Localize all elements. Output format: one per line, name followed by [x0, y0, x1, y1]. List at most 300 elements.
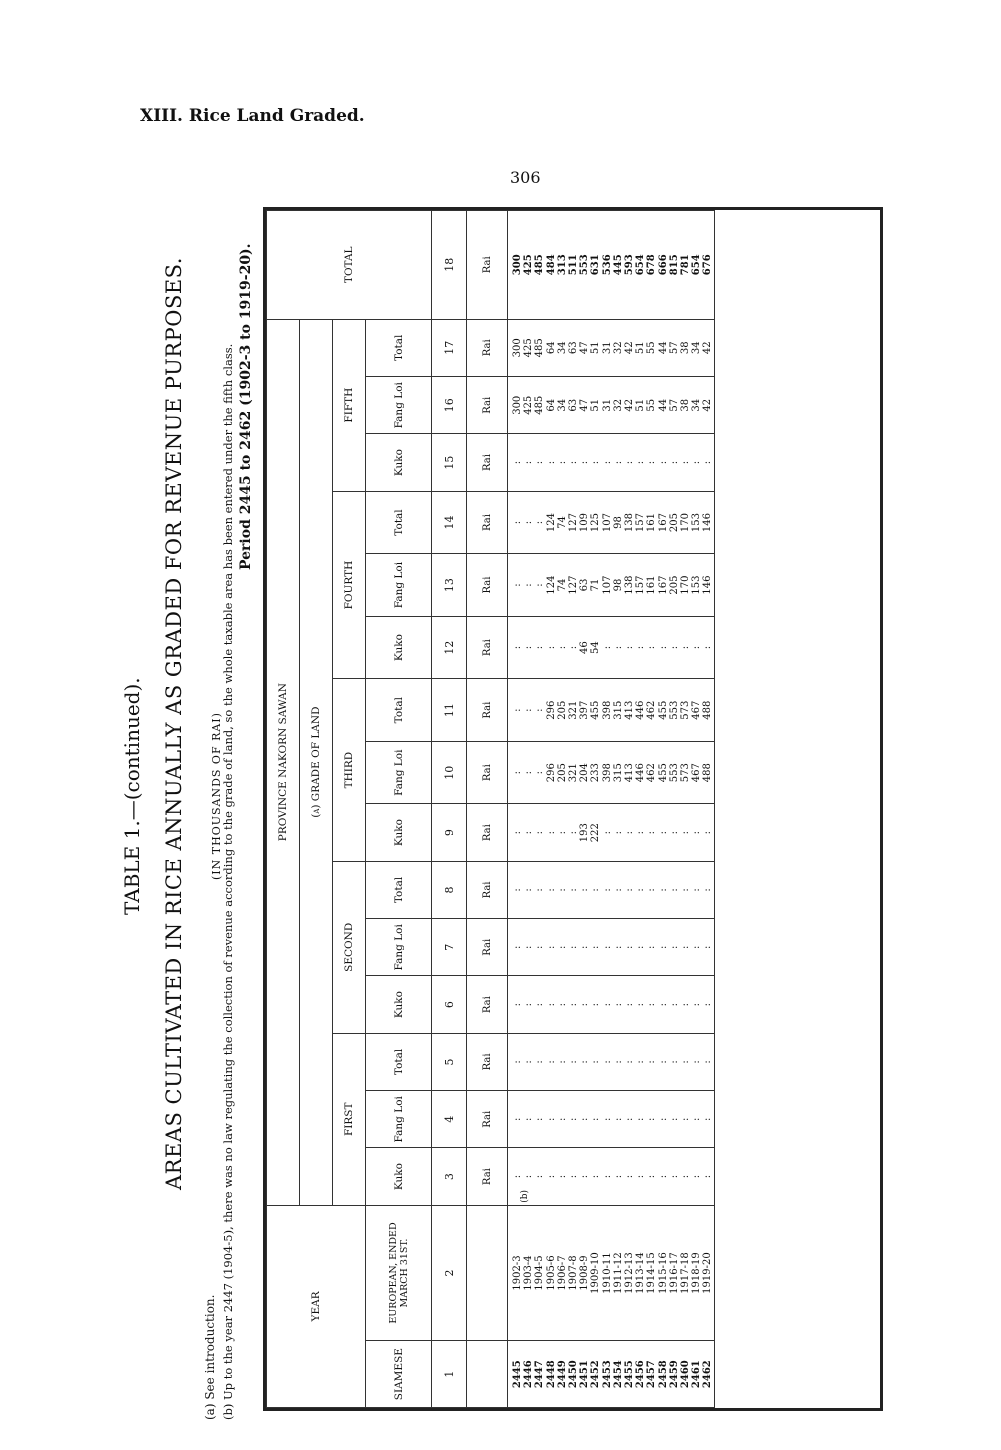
table-cell: 467 [691, 700, 703, 720]
total-header: Total [366, 1033, 432, 1090]
table-cell: : [534, 1002, 546, 1007]
table-cell: 222 [590, 823, 602, 843]
table-cell: : [534, 830, 546, 835]
table-cell: 1912-13 [624, 1252, 636, 1294]
table-cell: 47 [579, 398, 591, 412]
table-cell: : [646, 460, 658, 465]
table-cell: 1907-8 [568, 1255, 580, 1291]
table-cell: 42 [624, 398, 636, 412]
unit-label: Rai [467, 434, 508, 491]
unit-label: Rai [467, 1033, 508, 1090]
column-number: 16 [432, 377, 467, 434]
table-cell: : [691, 1174, 703, 1179]
table-cell: : [534, 1174, 546, 1179]
table-cell: : [657, 945, 669, 949]
table-cell: 1905-6 [545, 1255, 557, 1291]
table-cell: 413 [624, 763, 636, 783]
table-cell: : [590, 1060, 602, 1064]
table-cell: : [534, 460, 546, 465]
table-cell: 313 [556, 254, 568, 276]
table-cell: 300 [512, 395, 523, 415]
table-cell: : [691, 1002, 703, 1007]
table-cell: 127 [568, 512, 580, 533]
table-cell: 146 [702, 512, 714, 533]
data-column-8 [508, 861, 715, 918]
table-cell: 138 [624, 575, 636, 595]
column-number: 17 [432, 319, 467, 377]
table-cell: : [568, 1060, 580, 1064]
table-cell: : [590, 460, 602, 465]
data-column-14 [508, 491, 715, 554]
table-cell: 553 [579, 254, 591, 276]
table-cell: : [512, 708, 523, 712]
table-cell: : [635, 1174, 647, 1179]
table-cell: 666 [657, 254, 669, 276]
table-cell: 446 [635, 763, 647, 783]
table-cell: : [635, 1117, 647, 1121]
table-cell: : [590, 1174, 602, 1179]
table-cell: 38 [680, 341, 692, 355]
table-cell: : [579, 945, 591, 949]
table-cell: 138 [624, 512, 636, 533]
unit-label: Rai [467, 679, 508, 742]
table-cell: : [635, 1002, 647, 1007]
table-cell: 63 [568, 341, 580, 355]
table-cell: 781 [680, 254, 692, 276]
table-cell: : [601, 830, 613, 835]
table-cell: : [590, 888, 602, 892]
table-cell: 484 [545, 254, 557, 276]
table-cell: : [545, 645, 557, 650]
table-cell: 63 [579, 578, 591, 592]
table-cell: 296 [545, 763, 557, 783]
table-cell: 34 [556, 341, 568, 355]
table-cell: : [612, 945, 624, 949]
table-cell: 2454 [612, 1360, 624, 1389]
unit-label: Rai [467, 919, 508, 976]
table-cell: : [646, 1060, 658, 1064]
table-cell: : [523, 583, 535, 587]
table-cell: : [512, 1117, 523, 1121]
table-cell: : [523, 771, 535, 775]
table-cell: : [691, 1117, 703, 1121]
table-cell: 1914-15 [646, 1252, 658, 1294]
column-number: 15 [432, 434, 467, 491]
table-cell: : [556, 460, 568, 465]
table-cell: 2453 [601, 1360, 613, 1389]
table-cell: : [556, 830, 568, 835]
table-cell: : [512, 460, 523, 465]
table-cell: : [612, 888, 624, 892]
table-cell: 593 [624, 254, 636, 276]
table-cell: : [601, 460, 613, 465]
footnote-b-marker: (b) [520, 1189, 530, 1203]
table-cell: 161 [646, 575, 658, 595]
table-cell: 553 [668, 763, 680, 783]
table-cell: 98 [612, 578, 624, 592]
table-cell: : [668, 1117, 680, 1121]
table-cell: : [556, 888, 568, 892]
grade-header: (a) GRADE OF LAND [300, 319, 333, 1205]
table-cell: 2460 [680, 1360, 692, 1389]
table-cell: : [601, 645, 613, 650]
table-cell: : [601, 888, 613, 892]
table-cell: 485 [534, 395, 546, 415]
data-column-17 [508, 319, 715, 377]
table-cell: 676 [702, 254, 714, 276]
table-cell: 2457 [646, 1360, 658, 1389]
data-column-4 [508, 1091, 715, 1148]
table-cell: 446 [635, 700, 647, 720]
table-cell: : [523, 888, 535, 892]
table-cell: : [635, 830, 647, 835]
table-cell: 170 [680, 575, 692, 595]
table-cell: 2462 [702, 1360, 714, 1389]
table-cell: : [568, 1174, 580, 1179]
table-cell: : [646, 945, 658, 949]
table-cell: 321 [568, 763, 580, 783]
table-cell: : [657, 888, 669, 892]
table-cell: : [556, 945, 568, 949]
kuko-header: Kuko [366, 616, 432, 679]
table-cell: 1910-11 [601, 1252, 613, 1294]
table-cell: : [624, 1060, 636, 1064]
column-number: 10 [432, 741, 467, 804]
siamese-year-column [508, 1341, 715, 1408]
data-column-16 [508, 377, 715, 434]
table-cell: 146 [702, 575, 714, 595]
table-cell: : [612, 645, 624, 650]
table-cell: : [680, 945, 692, 949]
table-cell: 63 [568, 398, 580, 412]
table-cell: : [612, 460, 624, 465]
table-cell: : [568, 830, 580, 835]
table-cell: : [568, 1117, 580, 1121]
unit-label: Rai [467, 319, 508, 377]
column-number: 6 [432, 976, 467, 1033]
table-cell: 1917-18 [680, 1252, 692, 1294]
table-cell: : [691, 945, 703, 949]
table-cell: 44 [657, 341, 669, 355]
table-cell: 64 [545, 398, 557, 412]
province-header: PROVINCE NAKORN SAWAN [267, 319, 300, 1205]
table-cell: : [657, 460, 669, 465]
table-cell: : [612, 1060, 624, 1064]
table-cell: : [534, 645, 546, 650]
unit-label: Rai [467, 741, 508, 804]
table-cell: 321 [568, 700, 580, 720]
table-cell: : [635, 1060, 647, 1064]
table-cell: 157 [635, 575, 647, 595]
table-cell: 170 [680, 512, 692, 533]
table-cell: 125 [590, 512, 602, 533]
kuko-header: Kuko [366, 1148, 432, 1205]
table-cell: : [624, 460, 636, 465]
unit-label: Rai [467, 1091, 508, 1148]
table-cell: : [512, 1002, 523, 1007]
table-cell: : [668, 830, 680, 835]
unit-label: Rai [467, 211, 508, 320]
unit-spacer [467, 1205, 508, 1341]
table-cell: : [680, 1002, 692, 1007]
table-cell: : [624, 830, 636, 835]
column-number: 13 [432, 554, 467, 617]
column-number: 8 [432, 861, 467, 918]
table-cell: 38 [680, 398, 692, 412]
table-cell: : [534, 1117, 546, 1121]
table-cell: 34 [691, 398, 703, 412]
table-cell: : [668, 460, 680, 465]
table-cell: : [668, 1174, 680, 1179]
table-cell: : [680, 1060, 692, 1064]
table-cell: : [579, 1174, 591, 1179]
table-cell: : [512, 830, 523, 835]
table-cell: 124 [545, 575, 557, 595]
table-cell: : [579, 1117, 591, 1121]
period-caption: Period 2445 to 2462 (1902-3 to 1919-20). [238, 243, 254, 570]
table-cell: 511 [568, 254, 580, 276]
column-number: 7 [432, 919, 467, 976]
table-cell: 205 [668, 512, 680, 533]
footnote-b: (b) Up to the year 2447 (1904-5), there was no law regulating the collection of revenue according to the grade of land, so the whole taxable area has been entered under the fifth class. [221, 343, 235, 1420]
table-cell: 536 [601, 254, 613, 276]
fang-loi-header: Fang Loi [366, 377, 432, 434]
table-cell: 2450 [568, 1360, 580, 1389]
table-cell: 631 [590, 254, 602, 276]
unit-label: Rai [467, 804, 508, 861]
table-cell: : [668, 1060, 680, 1064]
table-cell: : [668, 645, 680, 650]
table-cell: 32 [612, 341, 624, 355]
table-cell: : [624, 888, 636, 892]
table-cell: 488 [702, 700, 714, 720]
table-cell: 2448 [545, 1360, 557, 1389]
third-grade-header: THIRD [333, 679, 366, 861]
table-cell: : [534, 888, 546, 892]
table-cell: 315 [612, 700, 624, 720]
column-number: 18 [432, 211, 467, 320]
table-cell: 32 [612, 398, 624, 412]
table-cell: 462 [646, 700, 658, 720]
table-cell: : [556, 1117, 568, 1121]
table-cell: : [680, 888, 692, 892]
table-cell: : [512, 1174, 523, 1179]
table-cell: 167 [657, 512, 669, 533]
unit-spacer [467, 1341, 508, 1408]
table-cell: 205 [668, 575, 680, 595]
unit-label: Rai [467, 861, 508, 918]
rice-land-table [266, 210, 715, 1408]
column-number: 12 [432, 616, 467, 679]
table-cell: : [657, 1002, 669, 1007]
table-cell: : [680, 645, 692, 650]
table-cell: : [657, 645, 669, 650]
table-cell: 2458 [657, 1360, 669, 1389]
table-cell: : [691, 645, 703, 650]
table-cell: 2452 [590, 1360, 602, 1389]
table-cell: 1918-19 [691, 1252, 703, 1294]
total-header: Total [366, 491, 432, 554]
table-cell: 296 [545, 700, 557, 720]
table-cell: 1911-12 [612, 1252, 624, 1294]
table-cell: : [624, 1174, 636, 1179]
data-column-6 [508, 976, 715, 1033]
table-cell: : [635, 888, 647, 892]
table-cell: 51 [590, 341, 602, 355]
table-cell: : [534, 1060, 546, 1064]
table-cell: 1906-7 [556, 1255, 568, 1291]
unit-label: Rai [467, 491, 508, 554]
table-cell: 55 [646, 398, 658, 412]
table-cell: : [646, 1002, 658, 1007]
table-cell: : [568, 1002, 580, 1007]
european-header: EUROPEAN, ENDED MARCH 31ST. [366, 1205, 432, 1341]
kuko-header: Kuko [366, 976, 432, 1033]
table-cell: : [646, 1117, 658, 1121]
table-cell: : [702, 645, 714, 650]
footnote-a: (a) See introduction. [203, 1294, 217, 1420]
table-cell: : [523, 1002, 535, 1007]
table-cell: 1915-16 [657, 1252, 669, 1294]
table-cell: : [680, 460, 692, 465]
table-cell: 455 [590, 700, 602, 720]
table-cell: 153 [691, 512, 703, 533]
table-cell: : [702, 460, 714, 465]
table-cell: : [646, 830, 658, 835]
data-column-12 [508, 616, 715, 679]
table-cell: 1909-10 [590, 1252, 602, 1294]
table-cell: 300 [512, 254, 523, 276]
table-cell: : [680, 1174, 692, 1179]
table-cell: : [579, 1060, 591, 1064]
table-cell: : [534, 708, 546, 712]
table-cell: : [523, 460, 535, 465]
unit-label: Rai [467, 976, 508, 1033]
table-cell: 2451 [579, 1360, 591, 1389]
table-cell: : [646, 888, 658, 892]
table-cell: 2449 [556, 1360, 568, 1389]
table-cell: : [579, 460, 591, 465]
table-cell: : [635, 460, 647, 465]
fang-loi-header: Fang Loi [366, 919, 432, 976]
table-cell: : [691, 830, 703, 835]
table-cell: : [624, 645, 636, 650]
table-cell: : [601, 945, 613, 949]
table-cell: 573 [680, 700, 692, 720]
table-cell: 654 [635, 254, 647, 276]
column-number: 5 [432, 1033, 467, 1090]
table-cell: 46 [579, 641, 591, 654]
table-cell: : [635, 645, 647, 650]
table-cell: 42 [702, 341, 714, 355]
table-cell: : [523, 945, 535, 949]
table-cell: 107 [601, 512, 613, 533]
table-cell: : [523, 1174, 535, 1179]
total-header: Total [366, 319, 432, 377]
unit-label: Rai [467, 554, 508, 617]
table-cell: 1904-5 [534, 1255, 546, 1291]
fang-loi-header: Fang Loi [366, 1091, 432, 1148]
table-cell: : [512, 645, 523, 650]
table-cell: 107 [601, 575, 613, 595]
table-frame [263, 207, 883, 1411]
table-cell: : [512, 771, 523, 775]
table-cell: 398 [601, 763, 613, 783]
table-cell: : [612, 1174, 624, 1179]
table-cell: : [556, 1174, 568, 1179]
table-cell: 462 [646, 763, 658, 783]
european-year-column [508, 1205, 715, 1341]
siamese-header: SIAMESE [366, 1341, 432, 1408]
table-cell: : [523, 645, 535, 650]
data-column-5 [508, 1033, 715, 1090]
table-cell: 488 [702, 763, 714, 783]
table-cell: : [534, 945, 546, 949]
kuko-header: Kuko [366, 804, 432, 861]
table-cell: : [545, 460, 557, 465]
first-grade-header: FIRST [333, 1033, 366, 1205]
table-cell: : [568, 645, 580, 650]
table-cell: 31 [601, 341, 613, 355]
table-cell: : [556, 1002, 568, 1007]
table-cell: 2456 [635, 1360, 647, 1389]
table-cell: 455 [657, 763, 669, 783]
column-number: 4 [432, 1091, 467, 1148]
fifth-grade-header: FIFTH [333, 319, 366, 491]
table-cell: : [512, 583, 523, 587]
table-cell: 485 [534, 338, 546, 358]
table-cell: 485 [534, 254, 546, 276]
table-cell: 1913-14 [635, 1252, 647, 1294]
table-cell: 425 [523, 338, 535, 358]
table-cell: : [568, 888, 580, 892]
table-cell: 57 [668, 341, 680, 355]
total-header: Total [366, 861, 432, 918]
fourth-grade-header: FOURTH [333, 491, 366, 679]
table-cell: 397 [579, 700, 591, 720]
table-cell: : [512, 945, 523, 949]
table-cell: 127 [568, 575, 580, 595]
table-cell: 1902-3 [512, 1255, 523, 1291]
table-cell: : [601, 1174, 613, 1179]
table-cell: 157 [635, 512, 647, 533]
table-cell: : [657, 1117, 669, 1121]
table-cell: : [668, 888, 680, 892]
unit-label: Rai [467, 377, 508, 434]
table-cell: 315 [612, 763, 624, 783]
table-cell: : [657, 1060, 669, 1064]
table-cell: : [612, 1117, 624, 1121]
table-cell: : [512, 1060, 523, 1064]
kuko-header: Kuko [366, 434, 432, 491]
table-cell: 2446 [523, 1360, 535, 1389]
table-cell: 42 [624, 341, 636, 355]
table-cell: 1919-20 [702, 1252, 714, 1294]
table-cell: 98 [612, 516, 624, 529]
table-cell: : [545, 1174, 557, 1179]
table-cell: : [534, 583, 546, 587]
table-cell: : [590, 1002, 602, 1007]
table-cell: 2445 [512, 1360, 523, 1389]
table-cell: : [523, 1060, 535, 1064]
data-column-10 [508, 741, 715, 804]
table-cell: 300 [512, 338, 523, 358]
table-cell: : [691, 1060, 703, 1064]
table-cell: 2447 [534, 1360, 546, 1389]
table-cell: : [612, 1002, 624, 1007]
table-cell: : [523, 708, 535, 712]
fang-loi-header: Fang Loi [366, 554, 432, 617]
